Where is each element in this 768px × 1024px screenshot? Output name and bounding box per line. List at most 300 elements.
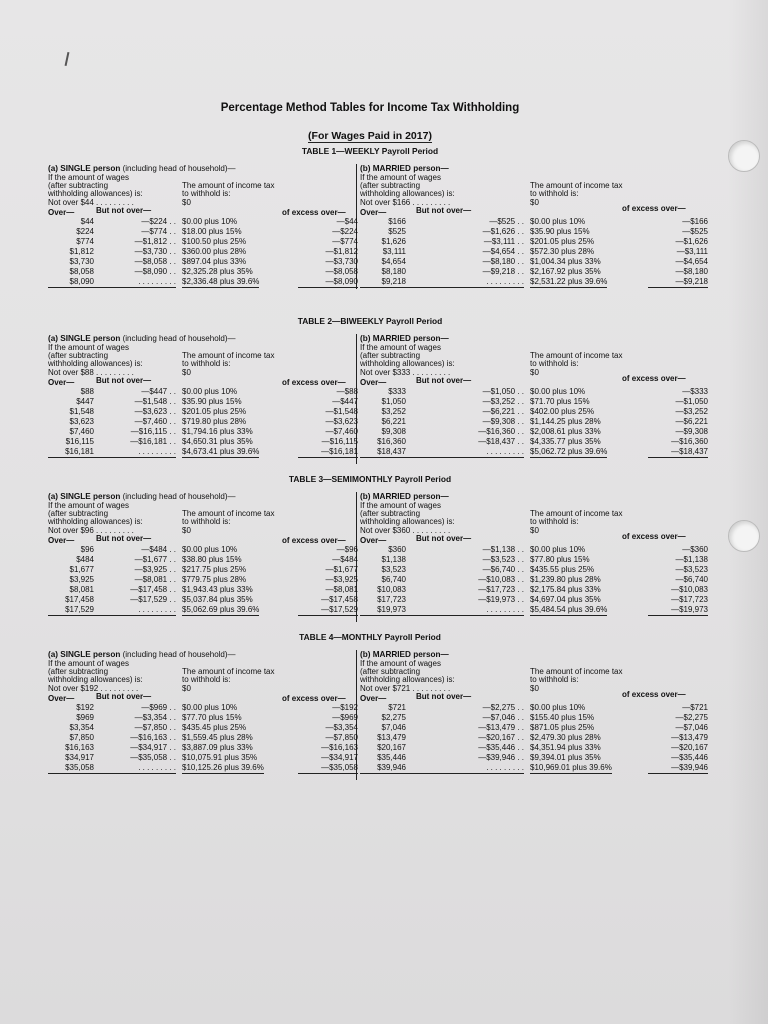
single-half: [48, 650, 358, 790]
col-header-but-not-over: But not over—: [416, 206, 472, 215]
bracket-over: $18,437: [360, 447, 406, 458]
bracket-excess-over: —$333: [682, 387, 708, 396]
tax-label-1: The amount of income tax: [182, 667, 275, 676]
col-header-of-excess-over: of excess over—: [622, 532, 686, 541]
table-section: [48, 164, 712, 304]
bracket-but-not-over: —$969 . .: [141, 703, 176, 712]
bracket-over: $17,529: [48, 605, 94, 616]
bracket-excess-over: —$774: [332, 237, 358, 246]
bracket-but-not-over: . . . . . . . . .: [94, 447, 176, 458]
wages-label-3: withholding allowances) is:: [360, 517, 455, 526]
single-label: (a) SINGLE person: [48, 164, 121, 173]
bracket-excess-over: —$1,677: [325, 565, 358, 574]
bracket-excess-over: —$3,354: [325, 723, 358, 732]
bracket-amount: $0.00 plus 10%: [182, 545, 238, 554]
bracket-excess-over: —$35,058: [298, 763, 358, 774]
bracket-excess-over: —$3,523: [675, 565, 708, 574]
bracket-over: $447: [76, 397, 94, 406]
bracket-but-not-over: —$7,460 . .: [134, 417, 176, 426]
married-half: [360, 334, 712, 474]
bracket-excess-over: —$484: [332, 555, 358, 564]
bracket-but-not-over: —$34,917 . .: [130, 743, 176, 752]
bracket-amount: $4,650.31 plus 35%: [182, 437, 253, 446]
bracket-over: $8,058: [69, 267, 94, 276]
bracket-over: $96: [80, 545, 94, 554]
bracket-over: $8,180: [381, 267, 406, 276]
bracket-amount: $77.80 plus 15%: [530, 555, 590, 564]
page-title: Percentage Method Tables for Income Tax Withholding: [220, 102, 520, 114]
bracket-excess-over: —$2,275: [675, 713, 708, 722]
bracket-over: $1,812: [69, 247, 94, 256]
bracket-but-not-over: —$1,677 . .: [134, 555, 176, 564]
bracket-but-not-over: —$17,529 . .: [130, 595, 176, 604]
tax-label-2: to withhold is:: [182, 189, 231, 198]
bracket-excess-over: —$35,446: [671, 753, 708, 762]
bracket-but-not-over: —$39,946 . .: [478, 753, 524, 762]
bracket-but-not-over: —$19,973 . .: [478, 595, 524, 604]
table-section: [48, 492, 712, 632]
col-header-but-not-over: But not over—: [416, 692, 472, 701]
wages-label-2: (after subtracting: [48, 509, 109, 518]
bracket-amount: $4,697.04 plus 35%: [530, 595, 601, 604]
bracket-over: $16,115: [65, 437, 94, 446]
bracket-but-not-over: —$9,218 . .: [482, 267, 524, 276]
col-header-over: Over—: [360, 694, 387, 703]
bracket-excess-over: —$969: [332, 713, 358, 722]
bracket-excess-over: —$8,058: [325, 267, 358, 276]
wages-label-2: (after subtracting: [48, 181, 109, 190]
page-subtitle: [0, 130, 740, 142]
bracket-but-not-over: —$17,723 . .: [478, 585, 524, 594]
col-header-over: Over—: [360, 536, 387, 545]
not-over-line: Not over $166 . . . . . . . . .: [360, 198, 451, 207]
not-over-line: Not over $333 . . . . . . . . .: [360, 368, 451, 377]
col-header-but-not-over: But not over—: [416, 534, 472, 543]
bracket-excess-over: —$3,623: [325, 417, 358, 426]
not-over-line: Not over $192 . . . . . . . . .: [48, 684, 139, 693]
bracket-but-not-over: —$3,354 . .: [134, 713, 176, 722]
bracket-but-not-over: —$1,548 . .: [134, 397, 176, 406]
bracket-over: $1,548: [69, 407, 94, 416]
bracket-but-not-over: —$35,058 . .: [130, 753, 176, 762]
pen-mark: [65, 52, 70, 66]
col-header-over: Over—: [48, 208, 75, 217]
bracket-amount: $35.90 plus 15%: [182, 397, 242, 406]
wages-label-2: (after subtracting: [360, 181, 421, 190]
bracket-amount: $0.00 plus 10%: [182, 387, 238, 396]
bracket-amount: $572.30 plus 28%: [530, 247, 595, 256]
bracket-amount: $1,559.45 plus 28%: [182, 733, 253, 742]
bracket-but-not-over: —$3,730 . .: [134, 247, 176, 256]
subtitle-text: (For Wages Paid in 2017): [308, 130, 432, 142]
bracket-over: $16,163: [65, 743, 94, 752]
single-half: [48, 164, 358, 304]
bracket-excess-over: —$1,050: [675, 397, 708, 406]
bracket-amount: $4,351.94 plus 33%: [530, 743, 601, 752]
bracket-over: $1,626: [381, 237, 406, 246]
bracket-over: $969: [76, 713, 94, 722]
not-over-amount: $0: [182, 526, 191, 535]
bracket-but-not-over: —$35,446 . .: [478, 743, 524, 752]
bracket-excess-over: —$20,167: [671, 743, 708, 752]
bracket-amount: $71.70 plus 15%: [530, 397, 590, 406]
bracket-excess-over: —$17,458: [321, 595, 358, 604]
bracket-but-not-over: —$224 . .: [141, 217, 176, 226]
bracket-amount: $1,794.16 plus 33%: [182, 427, 253, 436]
bracket-amount: $5,062.69 plus 39.6%: [182, 605, 260, 614]
bracket-over: $9,218: [360, 277, 406, 288]
bracket-amount: $0.00 plus 10%: [530, 703, 586, 712]
bracket-but-not-over: —$16,163 . .: [130, 733, 176, 742]
not-over-line: Not over $721 . . . . . . . . .: [360, 684, 451, 693]
bracket-amount: $10,125.26 plus 39.6%: [182, 763, 264, 772]
bracket-excess-over: —$16,181: [298, 447, 358, 458]
table-section: [48, 650, 712, 790]
bracket-excess-over: —$3,252: [675, 407, 708, 416]
bracket-amount: $35.90 plus 15%: [530, 227, 590, 236]
col-header-of-excess-over: of excess over—: [282, 536, 346, 545]
bracket-but-not-over: . . . . . . . . .: [406, 447, 524, 458]
bracket-over: $10,083: [377, 585, 406, 594]
tax-label-2: to withhold is:: [530, 359, 579, 368]
bracket-over: $4,654: [381, 257, 406, 266]
bracket-over: $8,081: [69, 585, 94, 594]
not-over-line: Not over $88 . . . . . . . . .: [48, 368, 134, 377]
wages-label-3: withholding allowances) is:: [48, 675, 143, 684]
col-header-over: Over—: [360, 378, 387, 387]
bracket-but-not-over: —$7,046 . .: [482, 713, 524, 722]
bracket-over: $3,354: [69, 723, 94, 732]
bracket-but-not-over: . . . . . . . . .: [406, 763, 524, 774]
bracket-over: $7,460: [69, 427, 94, 436]
bracket-over: $44: [80, 217, 94, 226]
wages-label-1: If the amount of wages: [360, 659, 441, 668]
married-half: [360, 164, 712, 304]
bracket-but-not-over: —$3,111 . .: [483, 237, 524, 246]
married-half: [360, 650, 712, 790]
bracket-amount: $18.00 plus 15%: [182, 227, 242, 236]
bracket-excess-over: —$16,115: [321, 437, 358, 446]
bracket-but-not-over: —$3,252 . .: [482, 397, 524, 406]
tax-label-1: The amount of income tax: [182, 181, 275, 190]
bracket-excess-over: —$17,723: [671, 595, 708, 604]
bracket-amount: $719.80 plus 28%: [182, 417, 247, 426]
bracket-excess-over: —$166: [682, 217, 708, 226]
bracket-over: $9,308: [381, 427, 406, 436]
bracket-over: $16,360: [377, 437, 406, 446]
bracket-but-not-over: —$4,654 . .: [482, 247, 524, 256]
bracket-excess-over: —$17,529: [298, 605, 358, 616]
wages-label-1: If the amount of wages: [48, 343, 129, 352]
bracket-amount: $2,479.30 plus 28%: [530, 733, 601, 742]
single-label: (a) SINGLE person: [48, 334, 121, 343]
bracket-but-not-over: —$3,523 . .: [482, 555, 524, 564]
bracket-but-not-over: —$16,115 . .: [130, 427, 176, 436]
married-header: (b) MARRIED person—: [360, 650, 449, 659]
bracket-excess-over: —$8,081: [325, 585, 358, 594]
bracket-excess-over: —$3,111: [676, 247, 708, 256]
bracket-over: $3,523: [381, 565, 406, 574]
bracket-but-not-over: —$8,180 . .: [482, 257, 524, 266]
bracket-excess-over: —$447: [332, 397, 358, 406]
bracket-excess-over: —$44: [336, 217, 358, 226]
bracket-over: $484: [76, 555, 94, 564]
tax-label-2: to withhold is:: [530, 517, 579, 526]
married-header: (b) MARRIED person—: [360, 492, 449, 501]
bracket-excess-over: —$88: [336, 387, 358, 396]
bracket-amount: $155.40 plus 15%: [530, 713, 595, 722]
bracket-but-not-over: —$8,090 . .: [134, 267, 176, 276]
wages-label-1: If the amount of wages: [48, 659, 129, 668]
bracket-over: $88: [80, 387, 94, 396]
wages-label-1: If the amount of wages: [360, 343, 441, 352]
bracket-excess-over: —$1,138: [675, 555, 708, 564]
wages-label-2: (after subtracting: [360, 667, 421, 676]
bracket-but-not-over: —$9,308 . .: [482, 417, 524, 426]
bracket-over: $3,252: [381, 407, 406, 416]
col-header-but-not-over: But not over—: [96, 534, 152, 543]
wages-label-3: withholding allowances) is:: [48, 189, 143, 198]
wages-label-2: (after subtracting: [360, 351, 421, 360]
wages-label-1: If the amount of wages: [48, 501, 129, 510]
bracket-amount: $871.05 plus 25%: [530, 723, 595, 732]
bracket-but-not-over: —$8,058 . .: [134, 257, 176, 266]
table-title: TABLE 2—BIWEEKLY Payroll Period: [297, 316, 443, 326]
bracket-amount: $5,062.72 plus 39.6%: [530, 447, 608, 456]
single-label-rest: (including head of household)—: [122, 492, 236, 501]
tax-label-1: The amount of income tax: [182, 351, 275, 360]
bracket-amount: $2,336.48 plus 39.6%: [182, 277, 260, 286]
tax-label-1: The amount of income tax: [182, 509, 275, 518]
bracket-over: $360: [388, 545, 406, 554]
col-header-but-not-over: But not over—: [96, 692, 152, 701]
bracket-amount: $0.00 plus 10%: [530, 217, 586, 226]
bracket-but-not-over: —$6,740 . .: [482, 565, 524, 574]
bracket-over: $17,723: [377, 595, 406, 604]
wages-label-3: withholding allowances) is:: [360, 189, 455, 198]
bracket-excess-over: —$224: [332, 227, 358, 236]
bracket-excess-over: —$7,046: [675, 723, 708, 732]
bracket-over: $721: [388, 703, 406, 712]
col-header-over: Over—: [48, 694, 75, 703]
not-over-amount: $0: [530, 198, 539, 207]
bracket-over: $13,479: [377, 733, 406, 742]
bracket-excess-over: —$39,946: [648, 763, 708, 774]
bracket-but-not-over: —$16,360 . .: [478, 427, 524, 436]
bracket-but-not-over: —$13,479 . .: [478, 723, 524, 732]
bracket-but-not-over: —$8,081 . .: [134, 575, 176, 584]
tax-label-1: The amount of income tax: [530, 351, 623, 360]
single-half: [48, 492, 358, 632]
single-half: [48, 334, 358, 474]
bracket-amount: $0.00 plus 10%: [182, 703, 238, 712]
bracket-excess-over: —$192: [332, 703, 358, 712]
bracket-over: $7,850: [69, 733, 94, 742]
bracket-over: $3,925: [69, 575, 94, 584]
not-over-line: Not over $360 . . . . . . . . .: [360, 526, 451, 535]
married-header: (b) MARRIED person—: [360, 334, 449, 343]
bracket-excess-over: —$3,730: [325, 257, 358, 266]
bracket-but-not-over: —$1,812 . .: [134, 237, 176, 246]
bracket-excess-over: —$16,163: [321, 743, 358, 752]
tax-label-2: to withhold is:: [182, 675, 231, 684]
punch-hole: [728, 140, 760, 172]
bracket-amount: $10,075.91 plus 35%: [182, 753, 258, 762]
bracket-amount: $4,335.77 plus 35%: [530, 437, 601, 446]
bracket-over: $224: [76, 227, 94, 236]
table-title: TABLE 3—SEMIMONTHLY Payroll Period: [288, 474, 452, 484]
bracket-excess-over: —$7,850: [325, 733, 358, 742]
bracket-over: $2,275: [381, 713, 406, 722]
not-over-amount: $0: [182, 198, 191, 207]
bracket-but-not-over: —$20,167 . .: [478, 733, 524, 742]
col-header-of-excess-over: of excess over—: [282, 694, 346, 703]
bracket-excess-over: —$18,437: [648, 447, 708, 458]
bracket-amount: $435.45 plus 25%: [182, 723, 247, 732]
bracket-but-not-over: —$17,458 . .: [130, 585, 176, 594]
bracket-but-not-over: —$18,437 . .: [478, 437, 524, 446]
single-label: (a) SINGLE person: [48, 650, 121, 659]
tax-label-2: to withhold is:: [182, 359, 231, 368]
not-over-amount: $0: [182, 684, 191, 693]
col-header-but-not-over: But not over—: [96, 376, 152, 385]
bracket-over: $192: [76, 703, 94, 712]
bracket-excess-over: —$360: [682, 545, 708, 554]
wages-label-2: (after subtracting: [48, 351, 109, 360]
bracket-excess-over: —$1,812: [325, 247, 358, 256]
wages-label-2: (after subtracting: [48, 667, 109, 676]
tax-label-2: to withhold is:: [182, 517, 231, 526]
bracket-excess-over: —$4,654: [675, 257, 708, 266]
bracket-amount: $38.80 plus 15%: [182, 555, 242, 564]
married-half: [360, 492, 712, 632]
bracket-excess-over: —$9,308: [675, 427, 708, 436]
bracket-over: $34,917: [65, 753, 94, 762]
bracket-amount: $897.04 plus 33%: [182, 257, 247, 266]
bracket-amount: $402.00 plus 25%: [530, 407, 595, 416]
bracket-excess-over: —$7,460: [325, 427, 358, 436]
col-header-over: Over—: [360, 208, 387, 217]
bracket-amount: $3,887.09 plus 33%: [182, 743, 253, 752]
bracket-excess-over: —$6,740: [675, 575, 708, 584]
bracket-over: $20,167: [377, 743, 406, 752]
single-label-rest: (including head of household)—: [122, 164, 236, 173]
bracket-amount: $1,144.25 plus 28%: [530, 417, 601, 426]
bracket-excess-over: —$721: [682, 703, 708, 712]
bracket-amount: $779.75 plus 28%: [182, 575, 247, 584]
bracket-excess-over: —$6,221: [675, 417, 708, 426]
bracket-amount: $2,531.22 plus 39.6%: [530, 277, 608, 286]
bracket-over: $6,221: [381, 417, 406, 426]
bracket-excess-over: —$525: [682, 227, 708, 236]
bracket-amount: $5,484.54 plus 39.6%: [530, 605, 608, 614]
table-section: [48, 334, 712, 474]
not-over-amount: $0: [182, 368, 191, 377]
bracket-but-not-over: —$3,925 . .: [134, 565, 176, 574]
col-header-over: Over—: [48, 378, 75, 387]
bracket-over: $3,730: [69, 257, 94, 266]
wages-label-3: withholding allowances) is:: [48, 359, 143, 368]
wages-label-1: If the amount of wages: [360, 173, 441, 182]
bracket-over: $19,973: [360, 605, 406, 616]
not-over-amount: $0: [530, 368, 539, 377]
bracket-but-not-over: —$525 . .: [489, 217, 524, 226]
bracket-excess-over: —$34,917: [321, 753, 358, 762]
bracket-amount: $2,175.84 plus 33%: [530, 585, 601, 594]
bracket-amount: $0.00 plus 10%: [530, 387, 586, 396]
col-header-of-excess-over: of excess over—: [622, 690, 686, 699]
col-header-of-excess-over: of excess over—: [622, 374, 686, 383]
bracket-but-not-over: . . . . . . . . .: [406, 277, 524, 288]
bracket-amount: $435.55 plus 25%: [530, 565, 595, 574]
col-header-but-not-over: But not over—: [96, 206, 152, 215]
bracket-amount: $201.05 plus 25%: [182, 407, 247, 416]
bracket-over: $17,458: [65, 595, 94, 604]
tax-label-1: The amount of income tax: [530, 181, 623, 190]
bracket-over: $1,677: [69, 565, 94, 574]
bracket-amount: $5,037.84 plus 35%: [182, 595, 253, 604]
bracket-over: $774: [76, 237, 94, 246]
single-label: (a) SINGLE person: [48, 492, 121, 501]
wages-label-1: If the amount of wages: [48, 173, 129, 182]
bracket-amount: $1,239.80 plus 28%: [530, 575, 601, 584]
bracket-amount: $217.75 plus 25%: [182, 565, 247, 574]
bracket-excess-over: —$10,083: [671, 585, 708, 594]
bracket-excess-over: —$8,180: [675, 267, 708, 276]
bracket-but-not-over: —$16,181 . .: [130, 437, 176, 446]
col-header-over: Over—: [48, 536, 75, 545]
bracket-but-not-over: —$1,050 . .: [482, 387, 524, 396]
bracket-amount: $0.00 plus 10%: [530, 545, 586, 554]
col-header-of-excess-over: of excess over—: [282, 208, 346, 217]
bracket-over: $35,058: [48, 763, 94, 774]
bracket-but-not-over: . . . . . . . . .: [94, 605, 176, 616]
bracket-but-not-over: —$2,275 . .: [482, 703, 524, 712]
bracket-but-not-over: —$1,138 . .: [482, 545, 524, 554]
bracket-amount: $1,004.34 plus 33%: [530, 257, 601, 266]
wages-label-1: If the amount of wages: [360, 501, 441, 510]
bracket-but-not-over: —$7,850 . .: [134, 723, 176, 732]
bracket-amount: $0.00 plus 10%: [182, 217, 238, 226]
bracket-but-not-over: —$6,221 . .: [482, 407, 524, 416]
tax-label-1: The amount of income tax: [530, 509, 623, 518]
tax-label-1: The amount of income tax: [530, 667, 623, 676]
tax-label-2: to withhold is:: [530, 675, 579, 684]
bracket-amount: $9,394.01 plus 35%: [530, 753, 601, 762]
not-over-amount: $0: [530, 684, 539, 693]
not-over-line: Not over $96 . . . . . . . . .: [48, 526, 134, 535]
bracket-excess-over: —$8,090: [298, 277, 358, 288]
bracket-but-not-over: —$1,626 . .: [482, 227, 524, 236]
bracket-over: $7,046: [381, 723, 406, 732]
bracket-excess-over: —$1,626: [675, 237, 708, 246]
bracket-over: $525: [388, 227, 406, 236]
punch-hole: [728, 520, 760, 552]
wages-label-3: withholding allowances) is:: [360, 359, 455, 368]
bracket-over: $1,050: [381, 397, 406, 406]
married-header: (b) MARRIED person—: [360, 164, 449, 173]
bracket-amount: $1,943.43 plus 33%: [182, 585, 253, 594]
bracket-but-not-over: . . . . . . . . .: [94, 277, 176, 288]
col-header-but-not-over: But not over—: [416, 376, 472, 385]
bracket-but-not-over: —$774 . .: [141, 227, 176, 236]
col-header-of-excess-over: of excess over—: [282, 378, 346, 387]
not-over-amount: $0: [530, 526, 539, 535]
bracket-over: $3,111: [382, 247, 406, 256]
table-title: TABLE 4—MONTHLY Payroll Period: [299, 632, 441, 642]
bracket-excess-over: —$3,925: [325, 575, 358, 584]
bracket-excess-over: —$16,360: [671, 437, 708, 446]
